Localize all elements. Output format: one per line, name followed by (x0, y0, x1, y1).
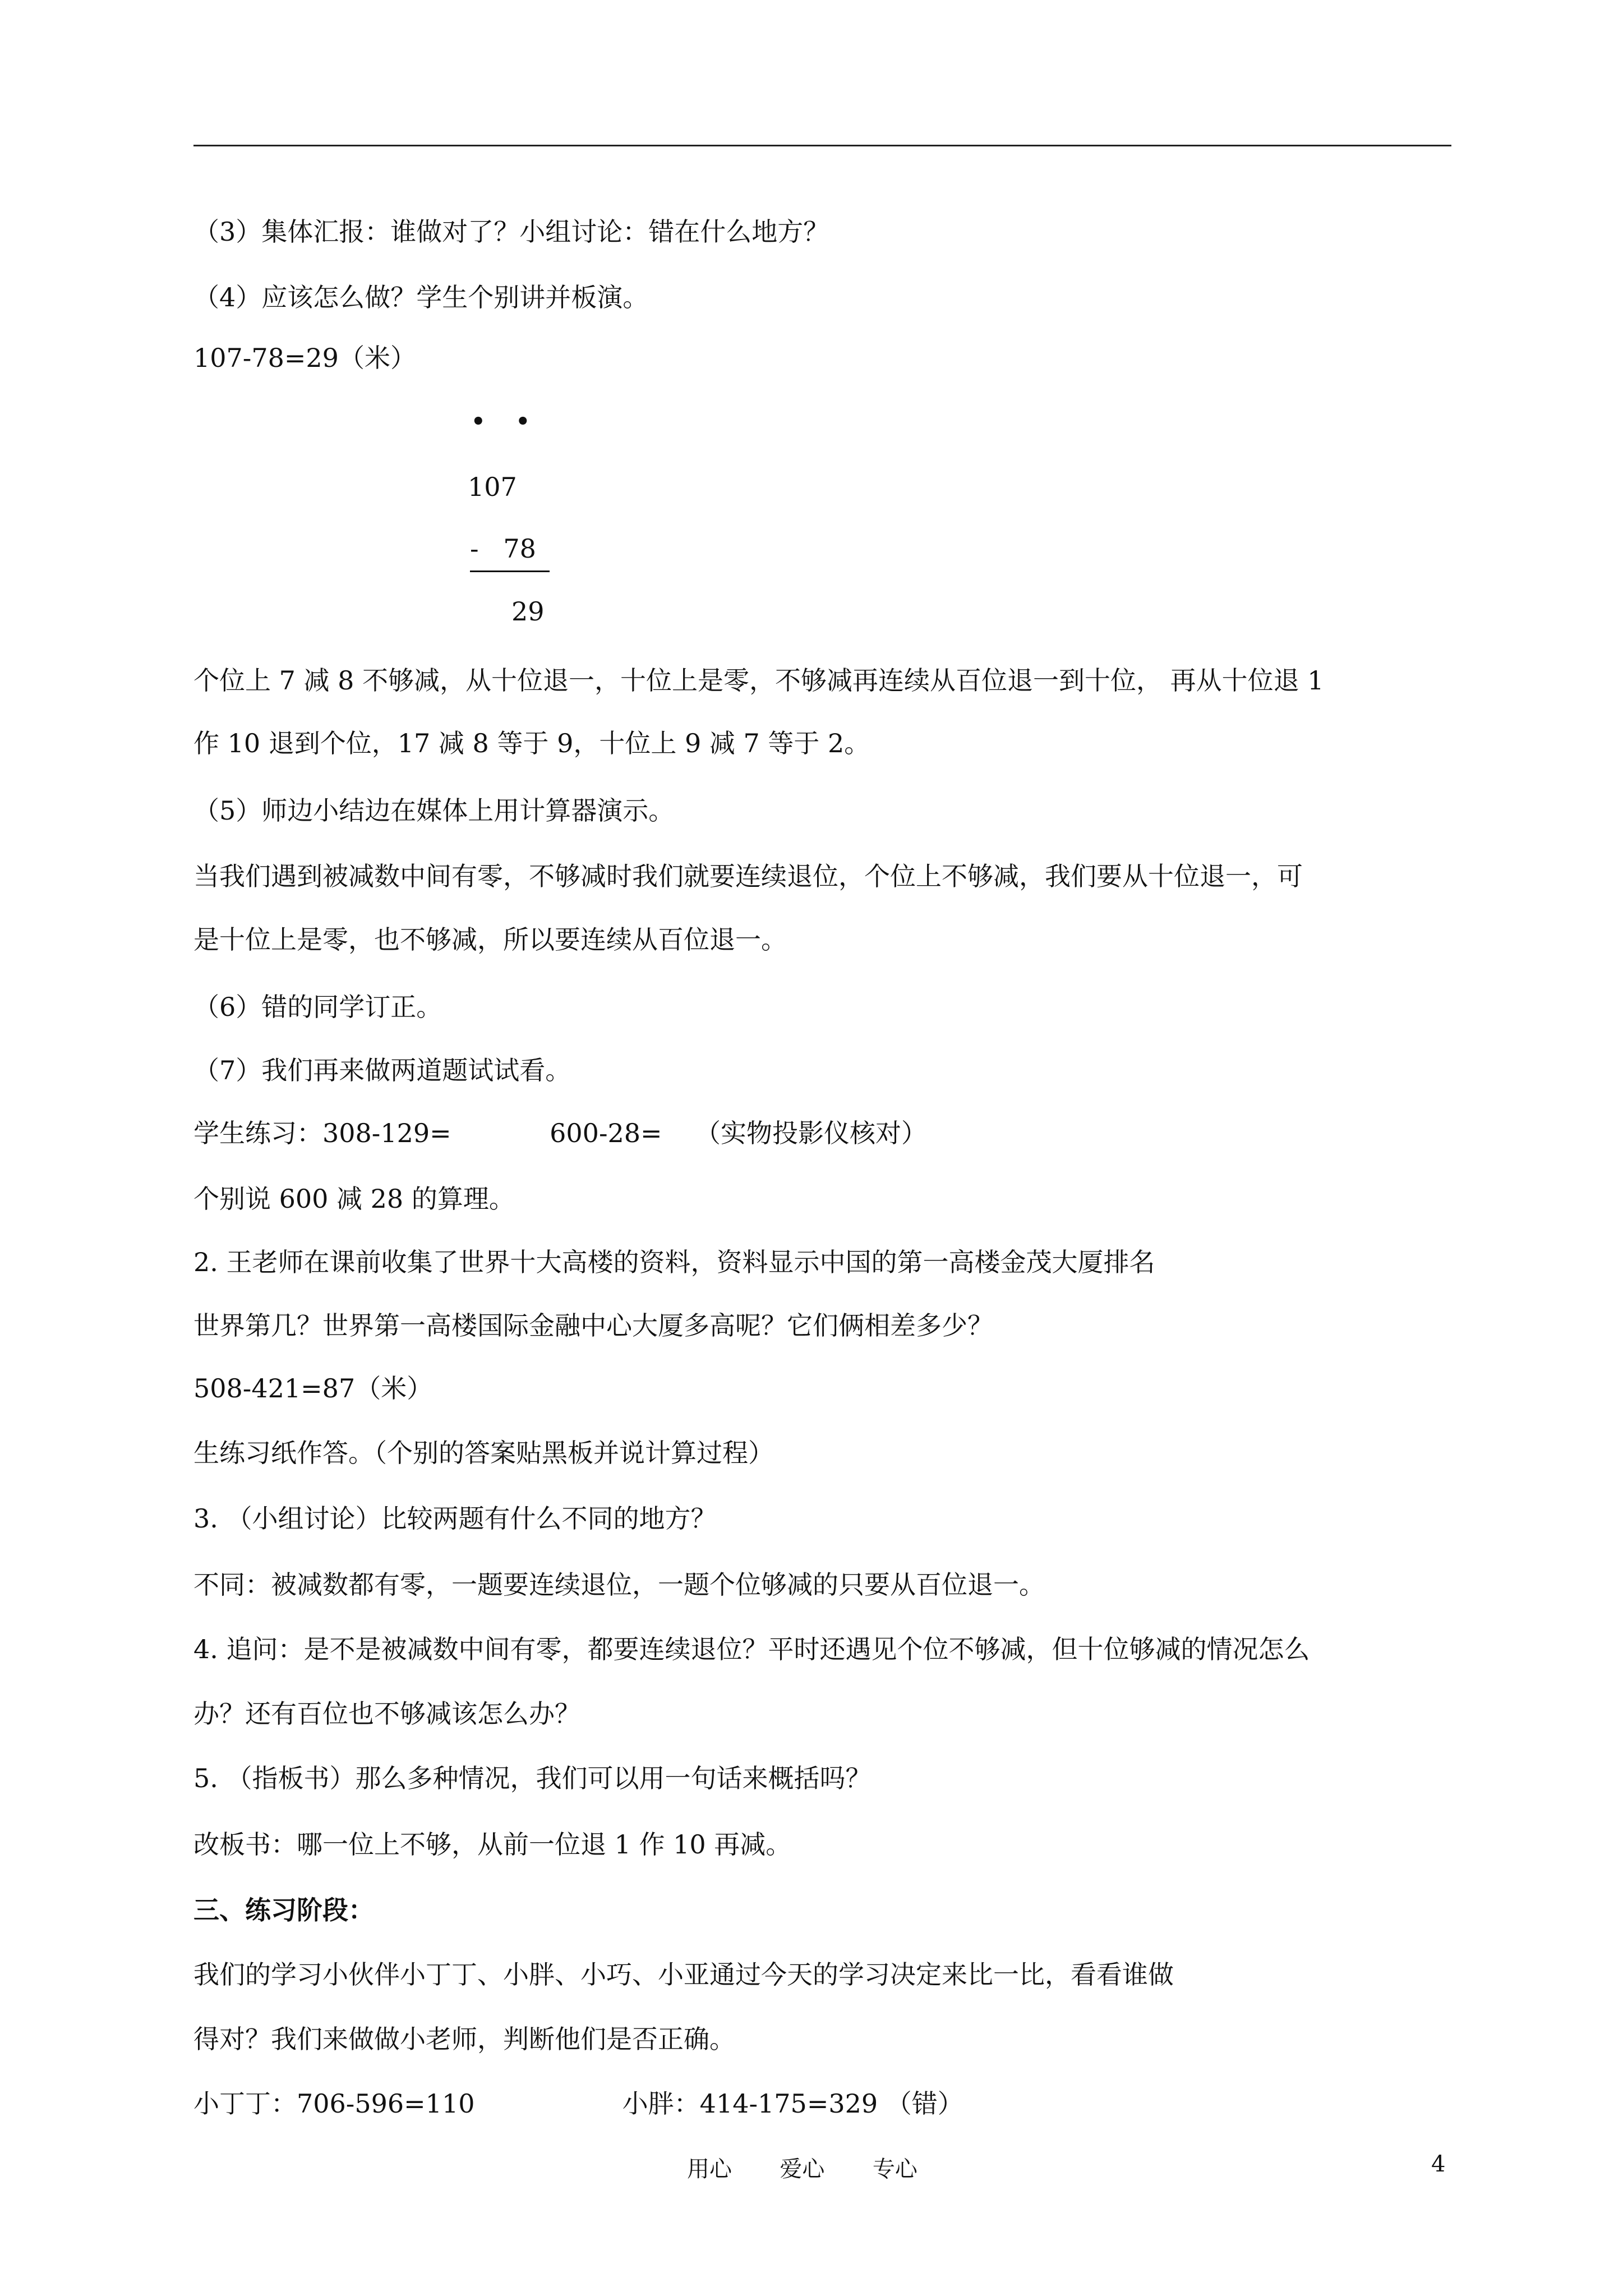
paragraph-step-5: （5）师边小结边在媒体上用计算器演示。 (193, 795, 675, 826)
vertical-calc-underline (470, 570, 550, 572)
individual-explanation: 个别说 600 减 28 的算理。 (193, 1184, 515, 1214)
vertical-result: 29 (511, 596, 545, 627)
explanation-line-1: 个位上 7 减 8 不够减，从十位退一，十位上是零，不够减再连续从百位退一到十位， 再从十位退 1 (193, 665, 1324, 696)
section-2-line-1: 2. 王老师在课前收集了世界十大高楼的资料，资料显示中国的第一高楼金茂大厦排名 (193, 1247, 1155, 1277)
paragraph-step-3: （3）集体汇报：谁做对了？小组讨论：错在什么地方？ (193, 217, 829, 247)
equation-107-78: 107-78=29（米） (193, 343, 416, 373)
section-4-line-1: 4. 追问：是不是被减数中间有零，都要连续退位？平时还遇见个位不够减，但十位够减的情况怎么 (193, 1634, 1310, 1664)
equation-508-421: 508-421=87（米） (193, 1373, 433, 1404)
vertical-minuend: 107 (468, 472, 517, 502)
footer-motto: 用心 爱心 专心 (687, 2156, 917, 2182)
borrow-dots: • • (471, 408, 542, 435)
paragraph-step-4: （4）应该怎么做？学生个别讲并板演。 (193, 282, 649, 312)
paragraph-step-7: （7）我们再来做两道题试试看。 (193, 1055, 571, 1085)
header-rule (193, 145, 1451, 146)
summary-line-1: 当我们遇到被减数中间有零，不够减时我们就要连续退位，个位上不够减，我们要从十位退一，可 (193, 861, 1303, 891)
section-5: 5. （指板书）那么多种情况，我们可以用一句话来概括吗？ (193, 1763, 872, 1793)
student-practice: 学生练习：308-129= 600-28= （实物投影仪核对） (193, 1118, 928, 1148)
paragraph-step-6: （6）错的同学订正。 (193, 992, 442, 1022)
difference-note: 不同：被减数都有零，一题要连续退位，一题个位够减的只要从百位退一。 (193, 1570, 1045, 1600)
section-4-line-2: 办？还有百位也不够减该怎么办？ (193, 1699, 580, 1729)
revised-board-note: 改板书：哪一位上不够，从前一位退 1 作 10 再减。 (193, 1829, 792, 1860)
practice-intro-line-2: 得对？我们来做做小老师，判断他们是否正确。 (193, 2024, 735, 2054)
explanation-line-2: 作 10 退到个位，17 减 8 等于 9，十位上 9 减 7 等于 2。 (193, 728, 870, 758)
section-3: 3. （小组讨论）比较两题有什么不同的地方？ (193, 1503, 717, 1534)
vertical-subtrahend: - 78 (470, 533, 536, 564)
practice-answers: 小丁丁：706-596=110 小胖：414-175=329 （错） (193, 2088, 963, 2119)
practice-intro-line-1: 我们的学习小伙伴小丁丁、小胖、小巧、小亚通过今天的学习决定来比一比，看看谁做 (193, 1959, 1174, 1990)
page-number: 4 (1431, 2151, 1446, 2177)
practice-stage-heading: 三、练习阶段： (193, 1895, 374, 1925)
section-2-line-2: 世界第几？世界第一高楼国际金融中心大厦多高呢？它们俩相差多少？ (193, 1310, 993, 1341)
worksheet-answer: 生练习纸作答。（个别的答案贴黑板并说计算过程） (193, 1438, 774, 1468)
summary-line-2: 是十位上是零，也不够减，所以要连续从百位退一。 (193, 924, 787, 955)
